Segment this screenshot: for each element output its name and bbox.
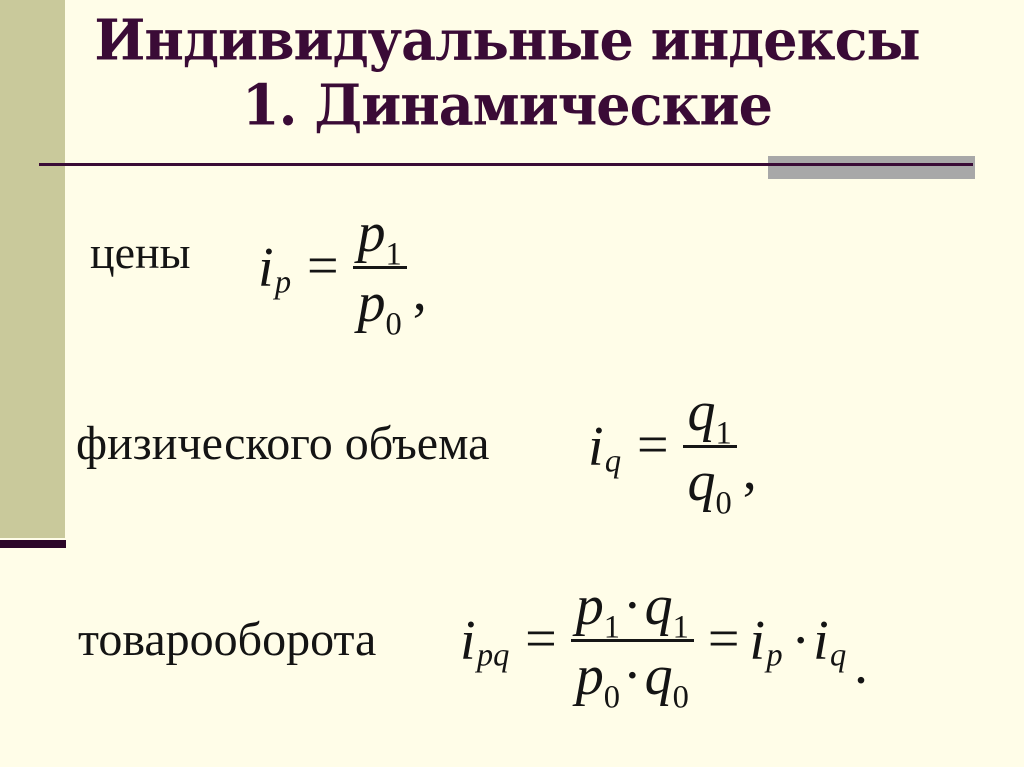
math-subscript-p: p: [766, 637, 783, 674]
multiplication-dot: ·: [623, 645, 642, 707]
formula-rhs-factor-q: [813, 610, 852, 674]
math-index-0: 0: [715, 485, 732, 522]
formula-lhs: [258, 237, 297, 301]
turnover-index-label: товарооборота: [78, 613, 377, 666]
math-subscript-pq: pq: [476, 637, 510, 674]
math-index-1: 1: [385, 236, 402, 273]
math-var-q: q: [687, 381, 716, 443]
fraction-denominator: [571, 645, 694, 716]
fraction-denominator: [353, 272, 407, 343]
math-var-i: i: [258, 237, 274, 299]
fraction: [353, 202, 407, 343]
volume-index-label: физического объема: [76, 417, 490, 470]
math-var-i: i: [588, 416, 604, 478]
fraction: [571, 575, 694, 716]
title-rule: [39, 163, 973, 166]
equals-sign: =: [306, 234, 339, 297]
math-var-p: p: [357, 272, 386, 334]
formula-lhs: [460, 610, 515, 674]
multiplication-dot: ·: [623, 575, 642, 637]
equals-sign: =: [707, 607, 740, 670]
equals-sign: =: [636, 413, 669, 476]
math-index-1: 1: [603, 609, 620, 646]
title-rule-gray-accent: [768, 156, 975, 179]
fraction-denominator: [683, 451, 737, 522]
math-index-0: 0: [603, 679, 620, 716]
math-var-p: p: [357, 202, 386, 264]
trailing-period: .: [854, 633, 869, 696]
formula-rhs-factor-p: [749, 610, 788, 674]
slide-title-line-1: Индивидуальные индексы: [94, 6, 920, 74]
math-subscript-q: q: [604, 443, 622, 480]
price-index-formula: [258, 198, 427, 343]
math-index-0: 0: [385, 306, 402, 343]
math-var-i: i: [813, 610, 829, 672]
equals-sign: =: [525, 607, 557, 670]
math-var-q: q: [687, 451, 716, 513]
math-var-q: q: [644, 575, 673, 637]
math-var-q: q: [644, 645, 673, 707]
trailing-comma: ,: [742, 439, 757, 502]
math-index-0: 0: [672, 679, 689, 716]
trailing-comma: ,: [412, 260, 427, 323]
math-var-i: i: [749, 610, 766, 672]
slide-title-line-2: 1. Динамические: [242, 71, 772, 139]
math-index-1: 1: [672, 609, 689, 646]
price-index-label: цены: [90, 227, 191, 278]
math-subscript-p: p: [274, 264, 292, 301]
left-accent-bar-end-line: [0, 540, 66, 548]
fraction: [683, 381, 737, 522]
multiplication-dot: ·: [791, 610, 811, 672]
volume-index-formula: [588, 368, 757, 526]
math-var-i: i: [460, 610, 476, 672]
math-var-p: p: [575, 575, 604, 637]
math-index-1: 1: [715, 415, 732, 452]
fraction-numerator: [571, 575, 694, 646]
math-subscript-q: q: [829, 637, 847, 674]
math-var-p: p: [575, 645, 604, 707]
formula-lhs: [588, 416, 627, 480]
fraction-numerator: [683, 381, 737, 452]
slide-title: [20, 8, 994, 138]
turnover-index-formula: [460, 560, 868, 722]
fraction-numerator: [353, 202, 407, 273]
